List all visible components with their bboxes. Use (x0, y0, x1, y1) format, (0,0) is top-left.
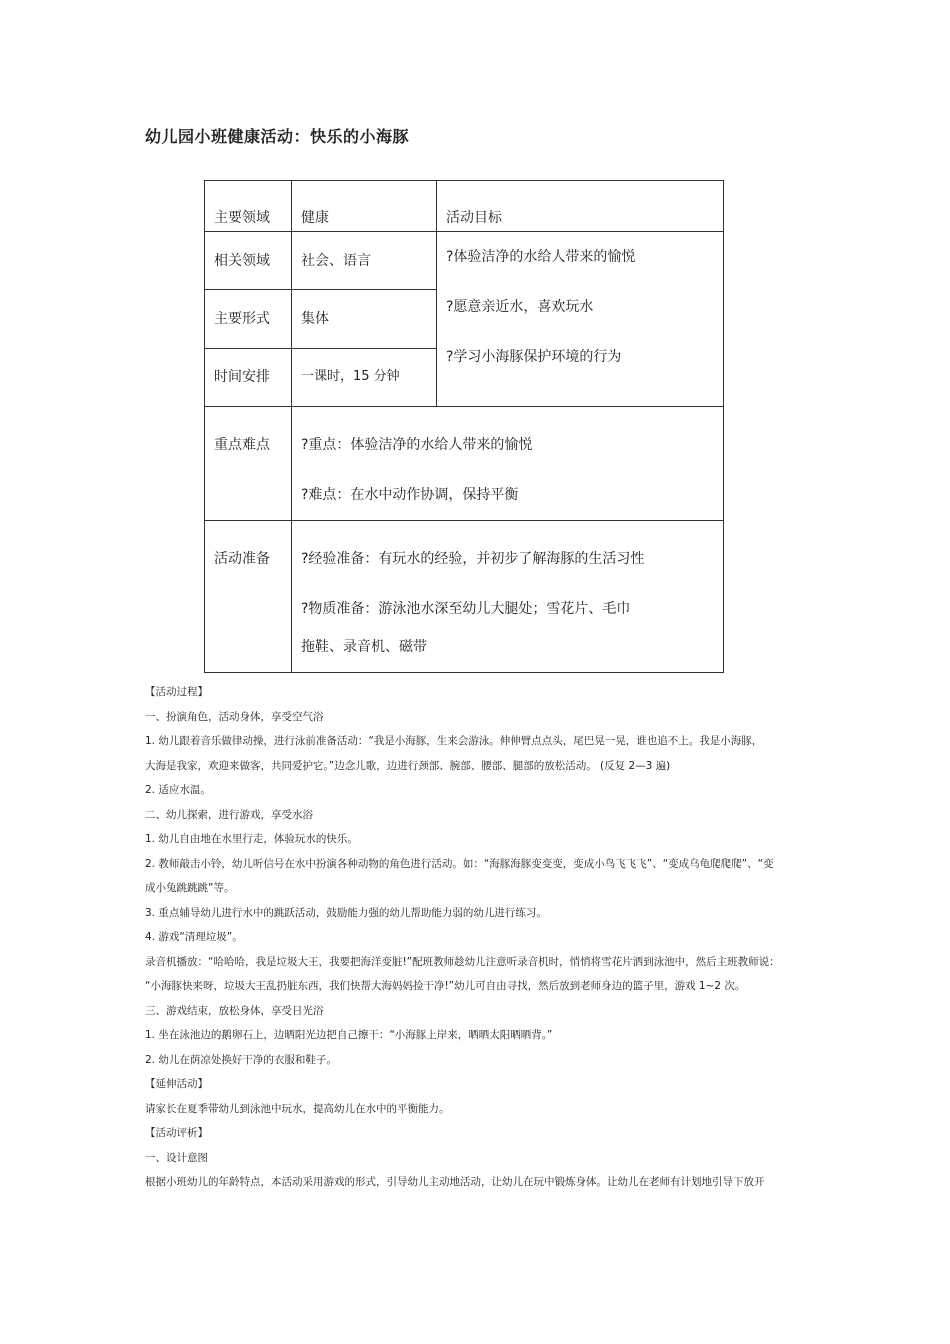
row-value: 健康 (301, 210, 329, 226)
text-line: 根据小班幼儿的年龄特点，本活动采用游戏的形式，引导幼儿主动地活动，让幼儿在玩中锻炼身体。让幼儿在老师有计划地引导下放开 (145, 1176, 765, 1188)
table-cell (205, 407, 292, 521)
text-line: 一、扮演角色，活动身体，享受空气浴 (145, 710, 324, 723)
row-label: 活动准备 (214, 551, 270, 567)
table-cell (292, 407, 724, 521)
table-cell (205, 181, 292, 232)
text-line: 一、设计意图 (145, 1151, 208, 1164)
text-line: 1. 幼儿自由地在水里行走，体验玩水的快乐。 (145, 833, 358, 845)
text-line: 请家长在夏季带幼儿到泳池中玩水，提高幼儿在水中的平衡能力。 (145, 1102, 450, 1115)
text-line: 三、游戏结束，放松身体，享受日光浴 (145, 1004, 324, 1017)
goals-cell (437, 232, 724, 407)
row-label: 相关领域 (214, 252, 270, 269)
table-cell (205, 521, 292, 673)
goal-item: ?体验洁净的水给人带来的愉悦 (446, 249, 636, 265)
table-cell (205, 290, 292, 348)
key-point: ?重点：体验洁净的水给人带来的愉悦 (301, 437, 533, 453)
table-row (205, 521, 724, 673)
row-label: 重点难点 (214, 437, 270, 453)
table-row (205, 232, 724, 290)
text-line: 成小兔跳跳跳”等。 (145, 882, 235, 894)
row-value: 社会、语言 (301, 252, 371, 269)
table-cell (292, 348, 437, 406)
table-cell (292, 290, 437, 348)
text-line: 【活动评析】 (145, 1127, 208, 1139)
prep-item: ?经验准备：有玩水的经验，并初步了解海豚的生活习性 (301, 551, 645, 567)
row-value: 一课时，15 分钟 (301, 369, 400, 385)
table-row (205, 407, 724, 521)
goal-item: ?愿意亲近水，喜欢玩水 (446, 299, 594, 315)
text-line: 二、幼儿探索，进行游戏，享受水浴 (145, 808, 313, 821)
prep-item: ?物质准备：游泳池水深至幼儿大腿处；雪花片、毛巾 (301, 601, 631, 617)
activity-body-text (145, 680, 815, 1195)
activity-plan-table (204, 180, 724, 673)
text-line: 【活动过程】 (145, 686, 208, 698)
text-line: 4. 游戏“清理垃圾”。 (145, 931, 243, 943)
row-label: 主要形式 (214, 310, 270, 327)
text-line: 1. 坐在泳池边的鹅卵石上，边晒阳光边把自己擦干：“小海豚上岸来，晒晒太阳晒晒背。” (145, 1029, 553, 1041)
table-cell (292, 181, 437, 232)
row-label: 时间安排 (214, 369, 270, 386)
text-line: 2. 适应水温。 (145, 784, 211, 796)
table-row (205, 181, 724, 232)
row-label: 主要领域 (214, 210, 270, 226)
document-title: 幼儿园小班健康活动：快乐的小海豚 (145, 127, 410, 146)
text-line: 2. 幼儿在荫凉处换好干净的衣服和鞋子。 (145, 1053, 337, 1066)
table-cell (292, 232, 437, 290)
goal-item: ?学习小海豚保护环境的行为 (446, 349, 622, 365)
table-cell (205, 232, 292, 290)
text-line: 2. 教师敲击小铃，幼儿听信号在水中扮演各种动物的角色进行活动。如：“海豚海豚变变变，变成小鸟飞飞飞”、“变成乌龟爬爬爬”、“变 (145, 857, 774, 870)
row-value: 集体 (301, 310, 329, 327)
text-line: “小海豚快来呀，垃圾大王乱扔脏东西，我们快帮大海妈妈捡干净!”幼儿可自由寻找，然后放到老师身边的篮子里，游戏 1~2 次。 (145, 980, 746, 992)
text-line: 【延伸活动】 (145, 1078, 208, 1090)
text-line: 录音机播放：“哈哈哈，我是垃圾大王，我要把海洋变脏!”配班教师趁幼儿注意听录音机时，悄悄将雪花片洒到泳池中，然后主班教师说： (145, 955, 780, 968)
table-cell (437, 181, 724, 232)
text-line: 大海是我家，欢迎来做客，共同爱护它。”边念儿歌，边进行颈部、腕部、腰部、腿部的放松活动。 (反复 2—3 遍) (145, 759, 671, 772)
text-line: 3. 重点辅导幼儿进行水中的跳跃活动，鼓励能力强的幼儿帮助能力弱的幼儿进行练习。 (145, 906, 547, 919)
prep-item: 拖鞋、录音机、磁带 (301, 639, 427, 655)
difficulty-point: ?难点：在水中动作协调，保持平衡 (301, 487, 519, 503)
table-cell (205, 348, 292, 406)
text-line: 1. 幼儿跟着音乐做律动操，进行泳前准备活动：“我是小海豚，生来会游泳。伸伸臂点点头，尾巴晃一晃，谁也追不上。我是小海豚， (145, 735, 763, 747)
goals-header: 活动目标 (446, 210, 502, 226)
table-cell (292, 521, 724, 673)
